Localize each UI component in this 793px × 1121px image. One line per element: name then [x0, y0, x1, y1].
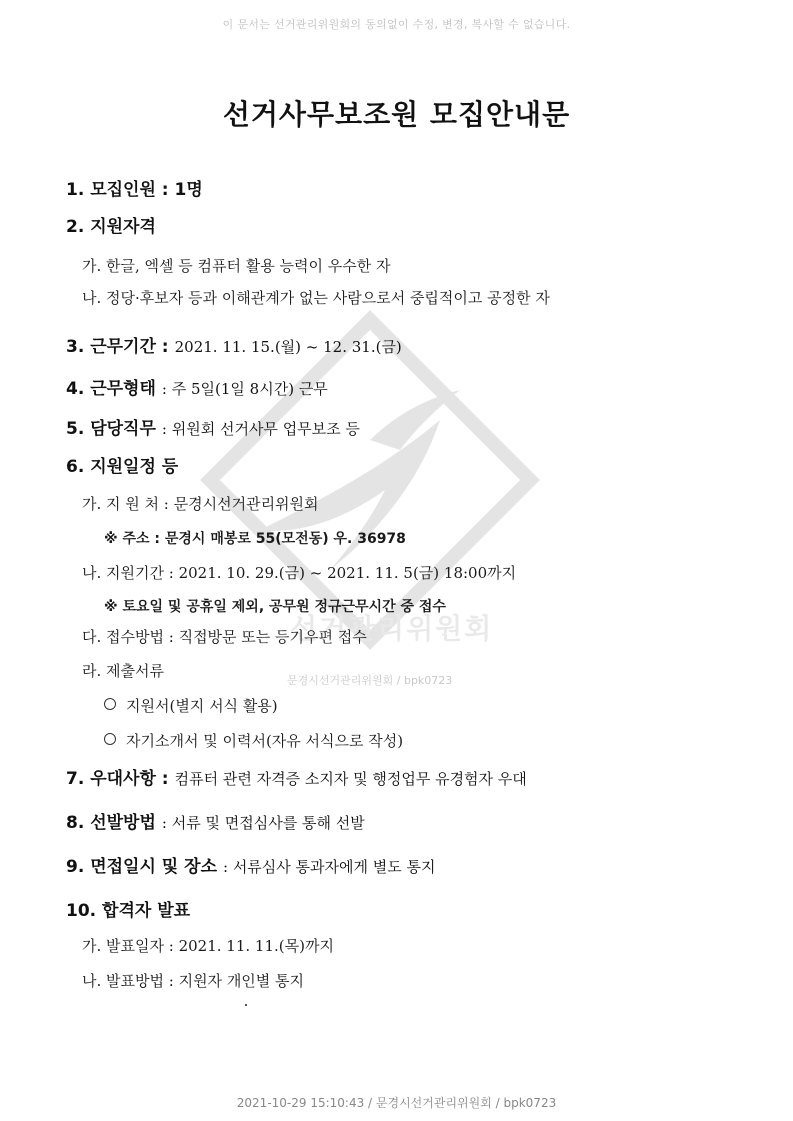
section-interview — [66, 852, 436, 877]
watermark-emblem-text: 선거관리위원회 — [290, 612, 494, 645]
document-title: 선거사무보조원 모집안내문 — [222, 98, 571, 131]
section-heading: 2. 지원자격 — [66, 217, 156, 237]
address-note: ※ 주소 : 문경시 매봉로 55(모전동) 우. 36978 — [104, 531, 406, 547]
section-work-type — [66, 374, 328, 399]
stray-dot — [245, 1004, 247, 1006]
section-work-period — [66, 332, 402, 357]
reception-hours-note: ※ 토요일 및 공휴일 제외, 공무원 정규근무시간 중 접수 — [104, 599, 446, 615]
section-value: : 서류심사 통과자에게 별도 통지 — [223, 858, 436, 876]
section-value: 컴퓨터 관련 자격증 소지자 및 행정업무 유경험자 우대 — [174, 770, 527, 788]
document-item — [104, 730, 403, 751]
required-documents: 라. 제출서류 — [82, 662, 164, 680]
section-selection-method — [66, 808, 365, 833]
section-announcement — [66, 896, 190, 921]
copy-restriction-notice: 이 문서는 선거관리위원회의 동의없이 수정, 변경, 복사할 수 없습니다. — [222, 18, 571, 31]
section-preferences — [66, 764, 527, 789]
announcement-date: 가. 발표일자 : 2021. 11. 11.(목)까지 — [82, 937, 334, 955]
section-value: 2021. 11. 15.(월) ~ 12. 31.(금) — [174, 338, 402, 356]
watermark-text: 문경시선거관리위원회 / bpk0723 — [287, 674, 453, 687]
section-heading: 5. 담당직무 — [66, 419, 156, 439]
section-heading: 10. 합격자 발표 — [66, 901, 191, 921]
section-recruit-count — [66, 175, 203, 200]
section-heading: 3. 근무기간 : — [66, 337, 169, 357]
qualification-item: 나. 정당·후보자 등과 이해관계가 없는 사람으로서 중립적이고 공정한 자 — [82, 289, 550, 307]
section-application-schedule — [66, 452, 178, 477]
document-item-label: 자기소개서 및 이력서(자유 서식으로 작성) — [126, 732, 404, 750]
section-heading: 9. 면접일시 및 장소 — [66, 857, 217, 877]
section-qualifications — [66, 212, 156, 237]
section-heading: 7. 우대사항 : — [66, 769, 169, 789]
section-value: : 서류 및 면접심사를 통해 선발 — [161, 814, 365, 832]
section-heading: 1. 모집인원 : 1명 — [66, 180, 203, 200]
circle-bullet-icon — [104, 698, 116, 710]
section-value: : 주 5일(1일 8시간) 근무 — [161, 380, 328, 398]
application-office: 가. 지 원 처 : 문경시선거관리위원회 — [82, 495, 319, 513]
section-heading: 8. 선발방법 — [66, 813, 156, 833]
section-duties — [66, 414, 360, 439]
document-item — [104, 695, 278, 716]
announcement-method: 나. 발표방법 : 지원자 개인별 통지 — [82, 972, 305, 990]
section-heading: 4. 근무형태 — [66, 379, 156, 399]
document-item-label: 지원서(별지 서식 활용) — [126, 697, 278, 715]
qualification-item: 가. 한글, 엑셀 등 컴퓨터 활용 능력이 우수한 자 — [82, 257, 391, 275]
print-stamp-footer: 2021-10-29 15:10:43 / 문경시선거관리위원회 / bpk0723 — [236, 1096, 557, 1110]
circle-bullet-icon — [104, 733, 116, 745]
section-value: : 위원회 선거사무 업무보조 등 — [161, 420, 360, 438]
section-heading: 6. 지원일정 등 — [66, 457, 179, 477]
application-period: 나. 지원기간 : 2021. 10. 29.(금) ~ 2021. 11. 5(금) 18:00까지 — [82, 564, 517, 582]
submission-method: 다. 접수방법 : 직접방문 또는 등기우편 접수 — [82, 628, 367, 646]
